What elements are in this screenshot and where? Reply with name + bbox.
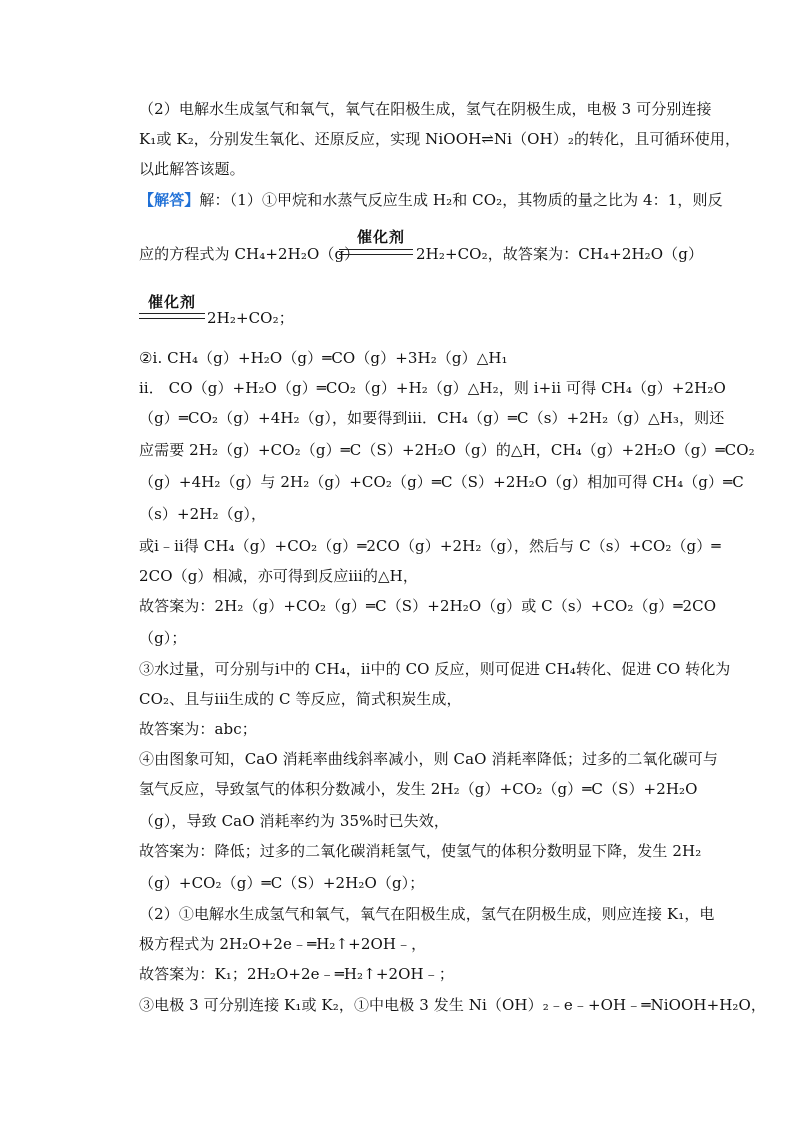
text-line-9: ②ⅰ. CH₄（g）+H₂O（g）═CO（g）+3H₂（g）△H₁: [139, 349, 508, 367]
text-line-19: ③水过量，可分别与ⅰ中的 CH₄，ⅱ中的 CO 反应，则可促进 CH₄转化、促进 CO 转化为: [139, 660, 731, 678]
text-line-23: 氢气反应，导致氢气的体积分数减小，发生 2H₂（g）+CO₂（g）═C（S）+2H₂O: [139, 780, 698, 798]
text-line-29: 故答案为：K₁；2H₂O+2e﹣═H₂↑+2OH﹣；: [139, 965, 454, 983]
text-line-27: （2）①电解水生成氢气和氧气，氧气在阳极生成，氢气在阴极生成，则应连接 K₁，电: [139, 905, 715, 923]
text-line-10: ⅱ． CO（g）+H₂O（g）═CO₂（g）+H₂（g）△H₂，则 i+ii 可得 CH₄（g）+2H₂O: [139, 379, 726, 397]
text-line-3: 以此解答该题。: [139, 160, 245, 178]
text-line-17: 故答案为：2H₂（g）+CO₂（g）═C（S）+2H₂O（g）或 C（s）+CO₂（g）═2CO: [139, 597, 717, 615]
text-line-12: 应需要 2H₂（g）+CO₂（g）═C（S）+2H₂O（g）的△H，CH₄（g）+2H₂O（g）═CO₂: [139, 441, 755, 459]
text-line-30: ③电极 3 可分别连接 K₁或 K₂，①中电极 3 发生 Ni（OH）₂﹣e﹣+OH﹣═NiOOH+H₂O，: [139, 996, 767, 1014]
text-line-eq1: 应的方程式为 CH₄+2H₂O（g）: [139, 245, 360, 263]
text-line-eq2: 2H₂+CO₂；: [207, 309, 294, 327]
text-line-20: CO₂、且与ⅲ生成的 C 等反应，简式积炭生成，: [139, 690, 462, 708]
text-line-14: （s）+2H₂（g），: [139, 505, 267, 523]
catalyst-arrow-1: [339, 249, 413, 255]
text-line-26: （g）+CO₂（g）═C（S）+2H₂O（g）；: [139, 874, 425, 892]
answer-tag: 【解答】: [139, 191, 200, 209]
catalyst-label-2: 催化剂: [148, 293, 197, 311]
text-line-25: 故答案为：降低；过多的二氧化碳消耗氢气，使氢气的体积分数明显下降，发生 2H₂: [139, 842, 702, 860]
catalyst-label-1: 催化剂: [357, 228, 406, 246]
text-line-16: 2CO（g）相减，亦可得到反应ⅲ的△H，: [139, 567, 418, 585]
text-line-1: （2）电解水生成氢气和氧气，氧气在阳极生成，氢气在阴极生成，电极 3 可分别连接: [139, 100, 712, 118]
answer-intro: 解：（1）①甲烷和水蒸气反应生成 H₂和 CO₂，其物质的量之比为 4：1，则反: [199, 191, 723, 209]
text-line-24: （g），导致 CaO 消耗率约为 35%时已失效，: [139, 812, 449, 830]
text-line-15: 或ⅰ﹣ⅱ得 CH₄（g）+CO₂（g）═2CO（g）+2H₂（g），然后与 C（s）+CO₂（g）═: [139, 537, 721, 555]
text-line-13: （g）+4H₂（g）与 2H₂（g）+CO₂（g）═C（S）+2H₂O（g）相加可得 CH₄（g）═C: [139, 473, 744, 491]
text-line-21: 故答案为：abc；: [139, 720, 257, 738]
catalyst-arrow-2: [139, 313, 205, 319]
text-line-eq1-rest: 2H₂+CO₂，故答案为：CH₄+2H₂O（g）: [416, 245, 704, 263]
text-line-11: （g）═CO₂（g）+4H₂（g），如要得到ⅲ．CH₄（g）═C（s）+2H₂（g）△H₃，则还: [139, 409, 725, 427]
text-line-22: ④由图象可知，CaO 消耗率曲线斜率减小，则 CaO 消耗率降低；过多的二氧化碳可与: [139, 750, 718, 768]
answer-line: [139, 189, 723, 211]
text-line-2: K₁或 K₂，分别发生氧化、还原反应，实现 NiOOH⇌Ni（OH）₂的转化，且可循环使用，: [139, 130, 741, 148]
text-line-28: 极方程式为 2H₂O+2e﹣═H₂↑+2OH﹣，: [139, 935, 427, 953]
text-line-18: （g）；: [139, 629, 187, 647]
